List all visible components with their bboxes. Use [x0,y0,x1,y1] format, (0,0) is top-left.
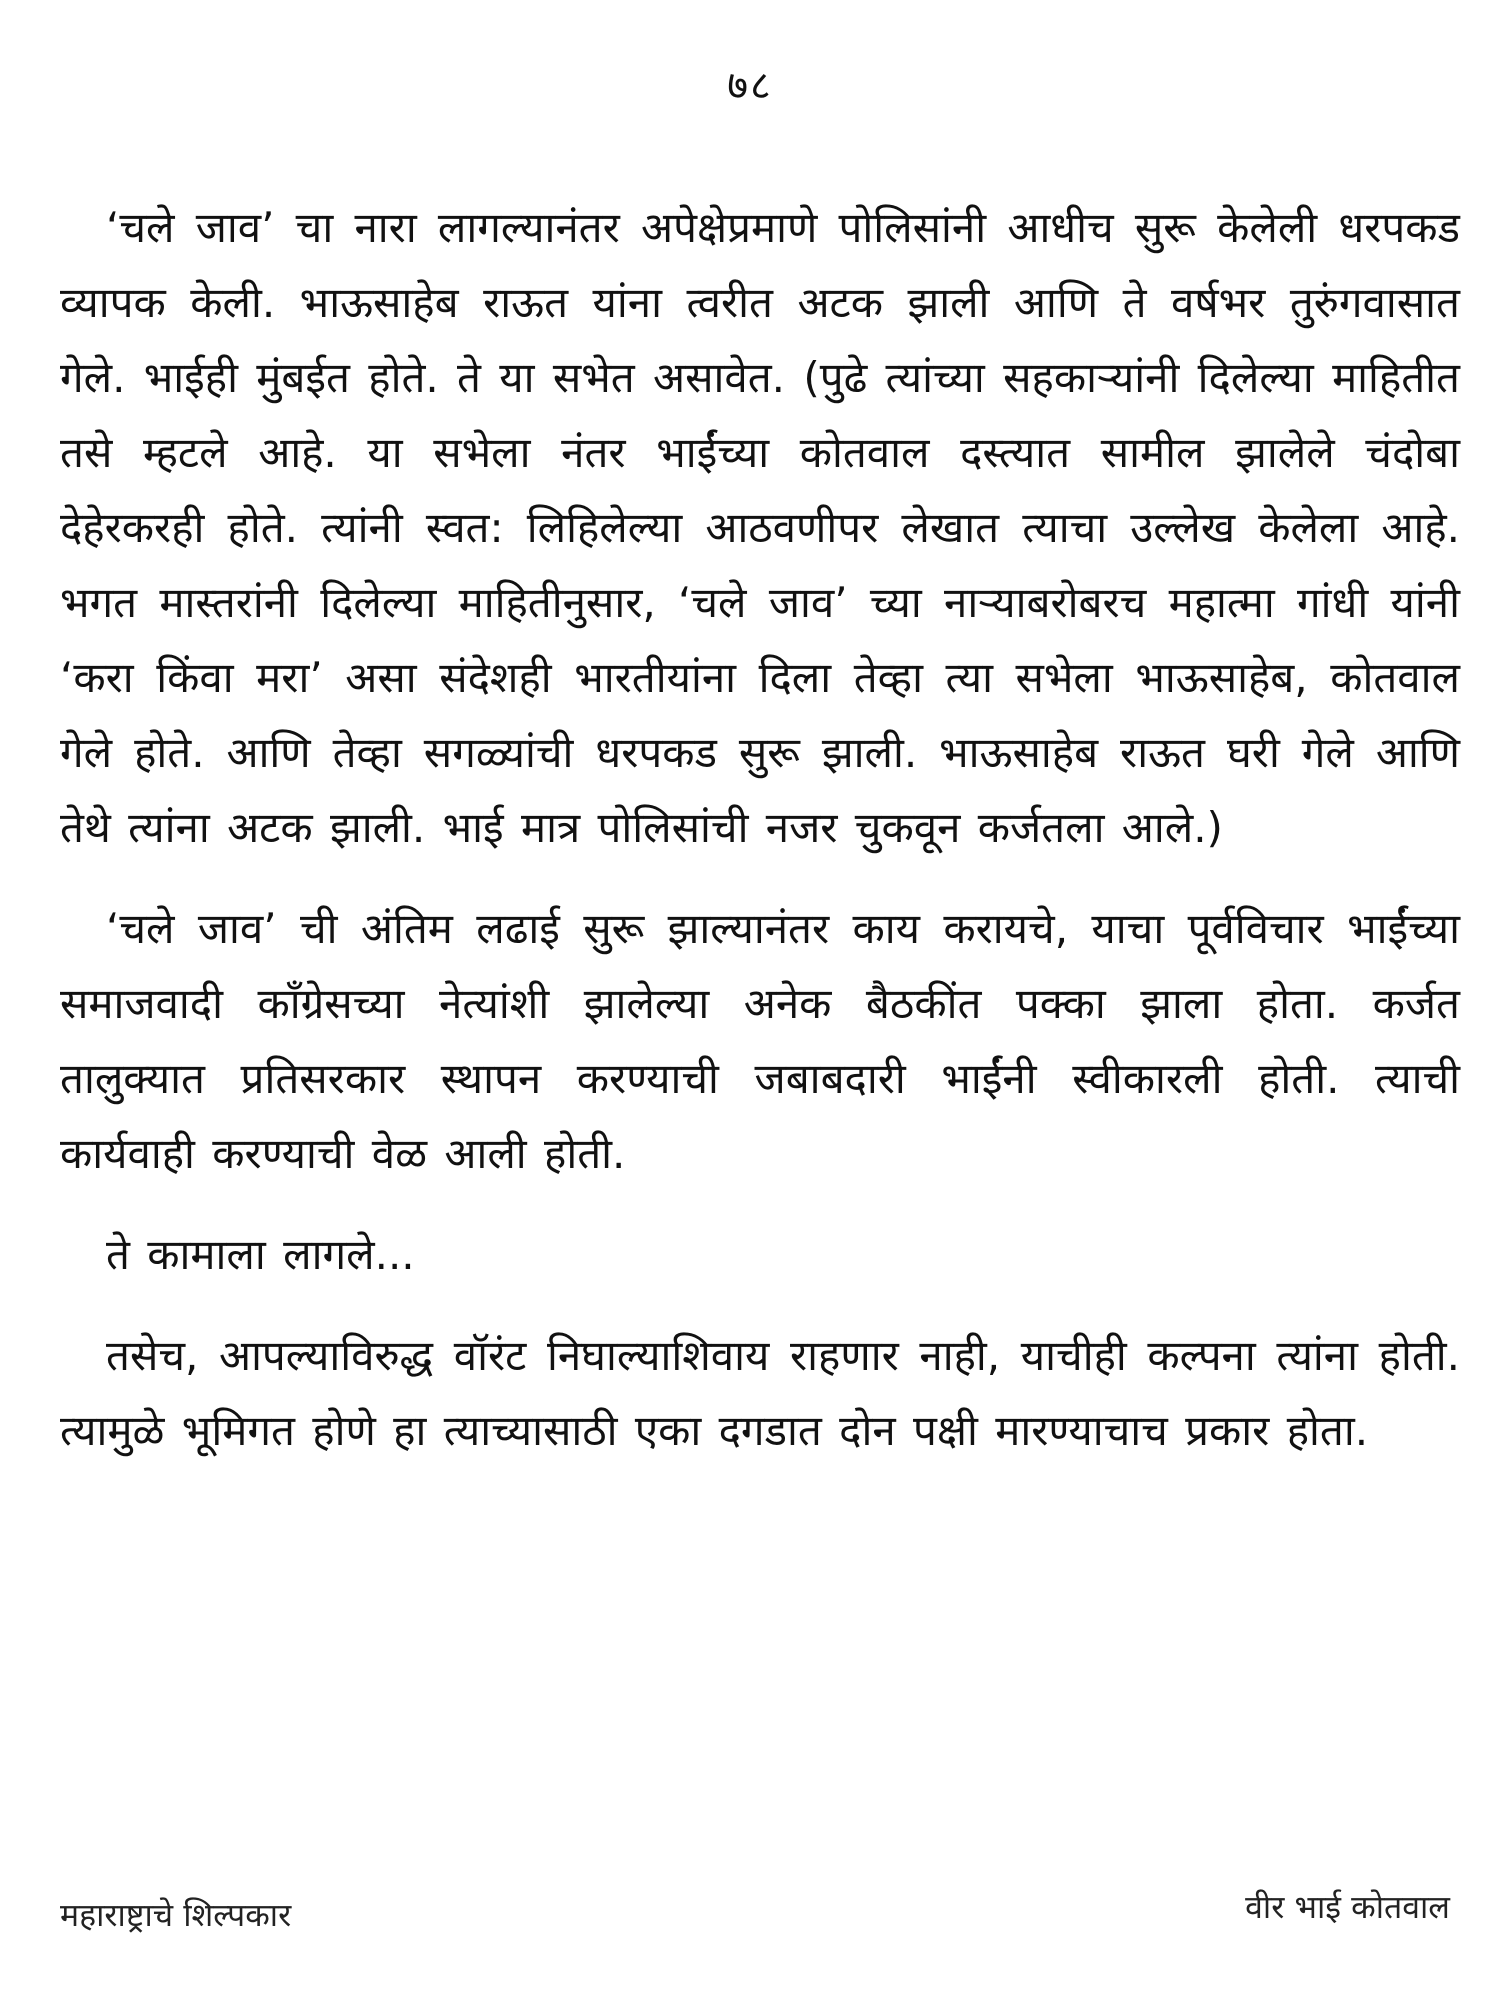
paragraph-2: ‘चले जाव’ ची अंतिम लढाई सुरू झाल्यानंतर काय करायचे, याचा पूर्वविचार भाईंच्या समाजवादी काँग्रेसच्या नेत्यांशी झालेल्या अनेक बैठकींत पक्का झाला होता. कर्जत तालुक्यात प्रतिसरकार स्थापन करण्याची जबाबदारी भाईंनी स्वीकारली होती. त्याची कार्यवाही करण्याची वेळ आली होती. [60,904,1460,1178]
paragraph-1: ‘चले जाव’ चा नारा लागल्यानंतर अपेक्षेप्रमाणे पोलिसांनी आधीच सुरू केलेली धरपकड व्यापक केली. भाऊसाहेब राऊत यांना त्वरीत अटक झाली आणि ते वर्षभर तुरुंगवासात गेले. भाईही मुंबईत होते. ते या सभेत असावेत. (पुढे त्यांच्या सहकाऱ्यांनी दिलेल्या माहितीत तसे म्हटले आहे. या सभेला नंतर भाईंच्या कोतवाल दस्त्यात सामील झालेले चंदोबा देहेरकरही होते. त्यांनी स्वत: लिहिलेल्या आठवणीपर लेखात त्याचा उल्लेख केलेला आहे. भगत मास्तरांनी दिलेल्या माहितीनुसार, ‘चले जाव’ च्या नाऱ्याबरोबरच महात्मा गांधी यांनी ‘करा किंवा मरा’ असा संदेशही भारतीयांना दिला तेव्हा त्या सभेला भाऊसाहेब, कोतवाल गेले होते. आणि तेव्हा सगळ्यांची धरपकड सुरू झाली. भाऊसाहेब राऊत घरी गेले आणि तेथे त्यांना अटक झाली. भाई मात्र पोलिसांची नजर चुकवून कर्जतला आले.) [60,203,1460,852]
footer-book-title: महाराष्ट्राचे शिल्पकार [60,1896,292,1934]
footer-chapter-title: वीर भाई कोतवाल [1245,1888,1450,1926]
page-body [60,190,1460,1494]
paragraph-3: ते कामाला लागले... [106,1230,415,1279]
page-number: ७८ [727,63,773,109]
paragraph-4: तसेच, आपल्याविरुद्ध वॉरंट निघाल्याशिवाय राहणार नाही, याचीही कल्पना त्यांना होती. त्यामुळे भूमिगत होणे हा त्याच्यासाठी एका दगडात दोन पक्षी मारण्याचाच प्रकार होता. [60,1331,1460,1455]
